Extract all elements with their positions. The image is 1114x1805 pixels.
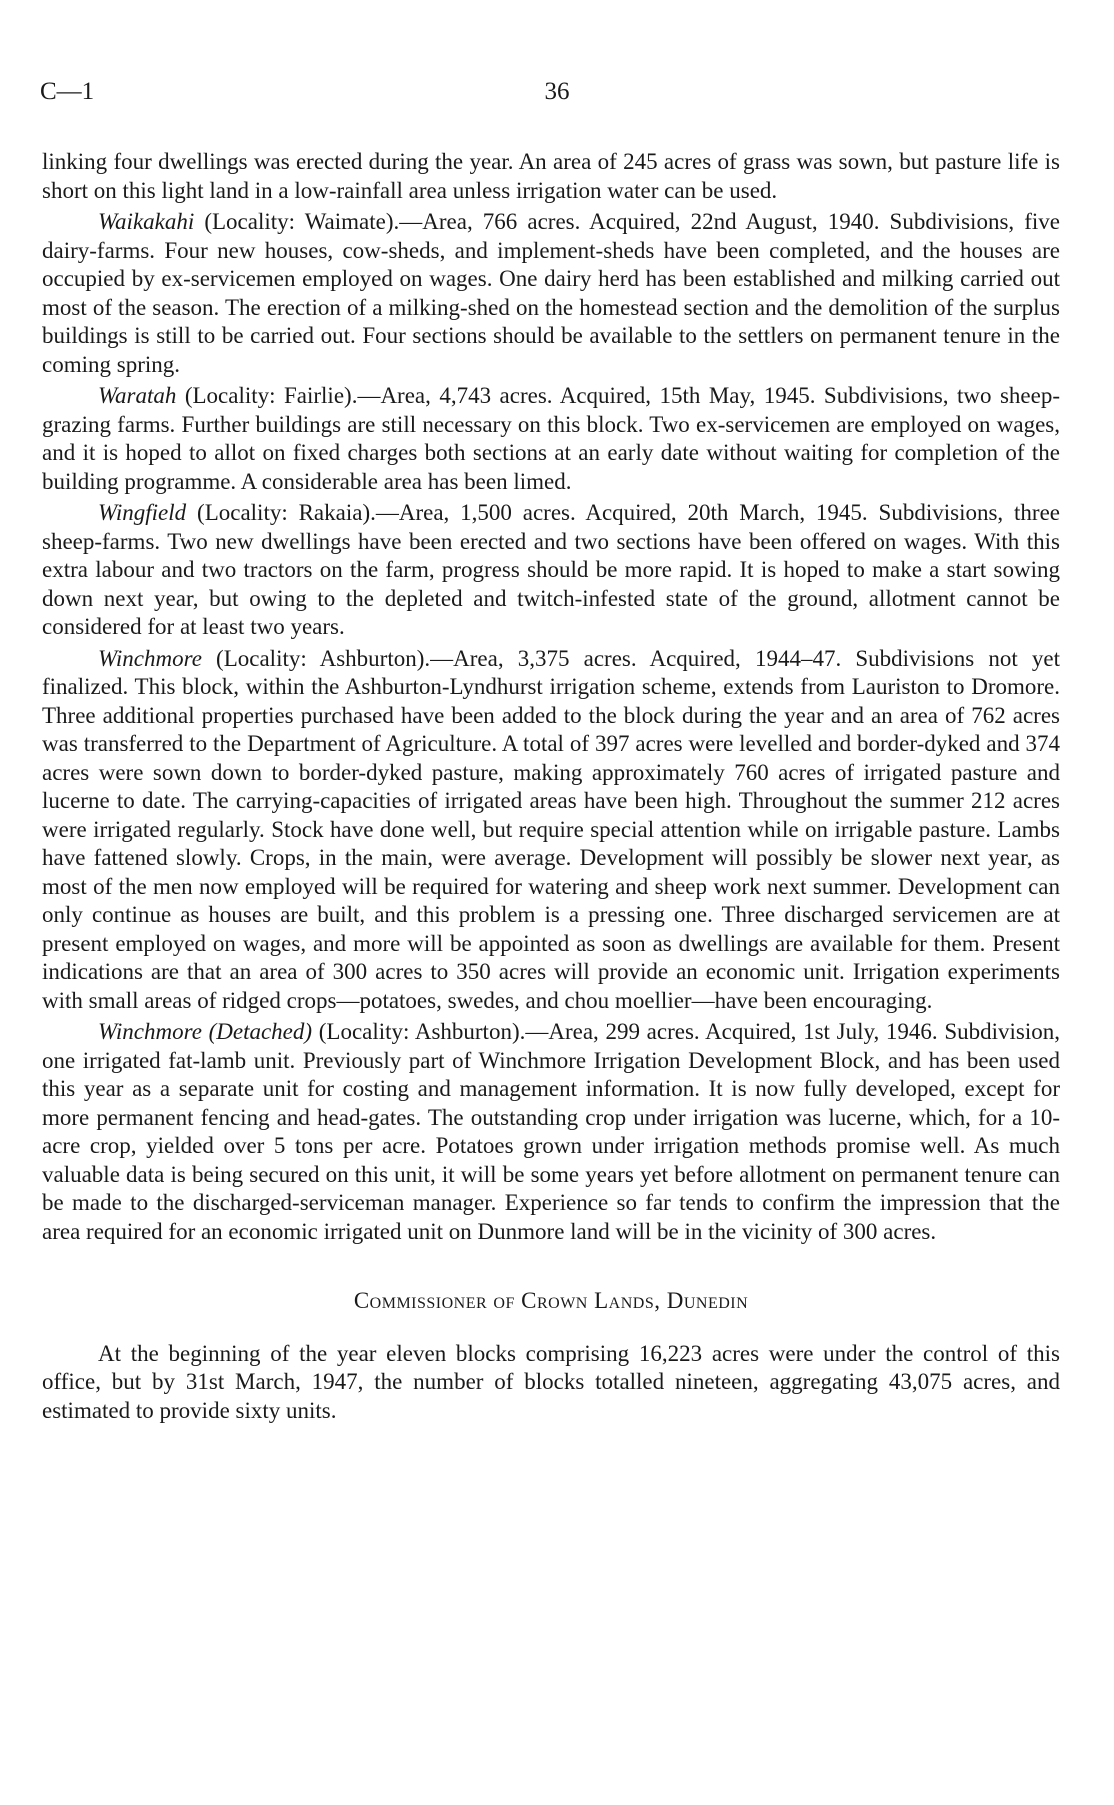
block-name: Wingfield — [98, 500, 187, 525]
paragraph-waratah — [42, 382, 1060, 496]
paragraph-text: (Locality: Rakaia).—Area, 1,500 acres. Acquired, 20th March, 1945. Subdivisions, three sheep-farms. Two new dwellings have been erected and two sections have been offered on wages. With this extra labour and two tractors on the farm, progress should be more rapid. It is hoped to make a start sowing down next year, but owing to the depleted and twitch-infested state of the ground, allotment cannot be considered for at least two years. — [42, 500, 1060, 639]
page-header — [40, 78, 1074, 112]
paragraph-text: linking four dwellings was erected during the year. An area of 245 acres of grass was sown, but pasture life is short on this light land in a low-rainfall area unless irrigation water can be used. — [42, 149, 1060, 203]
block-name: Winchmore — [98, 645, 202, 671]
block-name: Waikakahi — [98, 209, 195, 234]
block-name: Winchmore (Detached) — [98, 1019, 313, 1044]
paragraph-winchmore — [42, 645, 1060, 1016]
paragraph-text: (Locality: Waimate).—Area, 766 acres. Acquired, 22nd August, 1940. Subdivisions, five dairy-farms. Four new houses, cow-sheds, and implement-sheds have been completed, and the houses are occupied by ex-servicemen employed on wages. One dairy herd has been established and milking carried out most of the season. The erection of a milking-shed on the homestead section and the demolition of the surplus buildings is still to be carried out. Four sections should be available to the settlers on permanent tenure in the coming spring. — [42, 209, 1060, 377]
paragraph-text: (Locality: Ashburton).—Area, 3,375 acres. Acquired, 1944–47. Subdivisions not yet finalized. This block, within the Ashburton-Lyndhurst irrigation scheme, extends from Lauriston to Dromore. Three additional properties purchased have been added to the block during the year and an area of 762 acres was transferred to the Department of Agriculture. A total of 397 acres were levelled and border-dyked and 374 acres were sown down to border-dyked pasture, making approximately 760 acres of irrigated pasture and lucerne to date. The carrying-capacities of irrigated areas have been high. Throughout the summer 212 acres were irrigated regularly. Stock have done well, but require special attention while on irrigable pasture. Lambs have fattened slowly. Crops, in the main, were average. Development will possibly be slower next year, as most of the men now employed will be required for watering and sheep work next summer. Development can only continue as houses are built, and this problem is a pressing one. Three discharged servicemen are at present employed on wages, and more will be appointed as soon as dwellings are available for them. Present indications are that an area of 300 acres to 350 acres will provide an economic unit. Irrigation experiments with small areas of ridged crops—potatoes, swedes, and chou moellier—have been encouraging. — [42, 645, 1060, 1013]
block-name: Waratah — [98, 383, 177, 408]
paragraph-text: (Locality: Ashburton).—Area, 299 acres. Acquired, 1st July, 1946. Subdivision, one irrigated fat-lamb unit. Previously part of Winchmore Irrigation Development Block, and has been used this year as a separate unit for costing and management information. It is now fully developed, except for more permanent fencing and head-gates. The outstanding crop under irrigation was lucerne, which, for a 10-acre crop, yielded over 5 tons per acre. Potatoes grown under irrigation methods promise well. As much valuable data is being secured on this unit, it will be some years yet before allotment on permanent tenure can be made to the discharged-serviceman manager. Experience so far tends to confirm the impression that the area required for an economic irrigated unit on Dunmore land will be in the vicinity of 300 acres. — [42, 1019, 1060, 1244]
page-body — [42, 148, 1060, 1428]
paragraph-dunedin — [42, 1340, 1060, 1426]
paragraph-waikakahi — [42, 208, 1060, 379]
paragraph-winchmore-detached — [42, 1018, 1060, 1246]
paragraph-continuation — [42, 148, 1060, 205]
document-code: C—1 — [40, 78, 95, 105]
paragraph-text: At the beginning of the year eleven blocks comprising 16,223 acres were under the control of this office, but by 31st March, 1947, the number of blocks totalled nineteen, aggregating 43,075 acres, and estimated to provide sixty units. — [42, 1340, 1060, 1423]
section-heading: Commissioner of Crown Lands, Dunedin — [353, 1288, 749, 1313]
paragraph-wingfield — [42, 499, 1060, 642]
page-number: 36 — [544, 78, 570, 105]
paragraph-text: (Locality: Fairlie).—Area, 4,743 acres. Acquired, 15th May, 1945. Subdivisions, two sheep-grazing farms. Further buildings are still necessary on this block. Two ex-servicemen are employed on wages, and it is hoped to allot on fixed charges both sections at an early date without waiting for completion of the building programme. A considerable area has been limed. — [42, 383, 1060, 494]
